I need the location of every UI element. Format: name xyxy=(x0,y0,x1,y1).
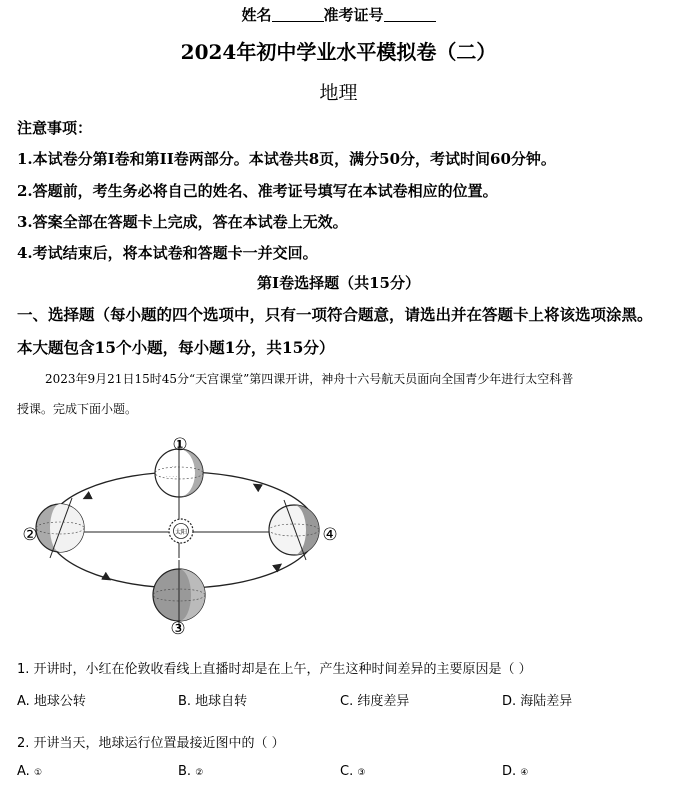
question-2-option-a[interactable] xyxy=(17,764,42,779)
question-2-option-c[interactable] xyxy=(340,764,365,779)
option-symbol: ② xyxy=(195,768,204,778)
option-symbol: ① xyxy=(33,768,43,778)
sun-label: 太阳 xyxy=(174,529,188,536)
question-1-option-c[interactable]: C. 纬度差异 xyxy=(340,694,410,709)
exam-title: 2024年初中学业水平模拟卷（二） xyxy=(180,40,497,64)
question-1-option-d[interactable]: D. 海陆差异 xyxy=(502,694,573,709)
id-label: 准考证号 xyxy=(323,6,384,24)
position-label-2: ② xyxy=(22,525,38,545)
earth-orbit-diagram xyxy=(14,428,344,640)
position-label-1: ① xyxy=(172,435,188,455)
question-2-stem: 2. 开讲当天，地球运行位置最接近图中的（ ） xyxy=(17,736,285,751)
question-1-stem: 1. 开讲时，小红在伦敦收看线上直播时却是在上午，产生这种时间差异的主要原因是（ ） xyxy=(17,662,532,677)
section-title: 第I卷选择题（共15分） xyxy=(257,274,420,292)
option-letter: C. xyxy=(340,764,354,779)
id-blank xyxy=(384,7,436,22)
option-symbol: ④ xyxy=(520,768,529,778)
section-intro-line2: 本大题包含15个小题，每小题1分，共15分） xyxy=(17,338,335,357)
name-blank xyxy=(272,7,324,22)
option-symbol: ③ xyxy=(357,768,366,778)
notes-label: 注意事项： xyxy=(17,119,93,137)
sun-icon xyxy=(169,519,193,543)
option-letter: D. xyxy=(502,764,517,779)
note-item: 3.答案全部在答题卡上完成，答在本试卷上无效。 xyxy=(17,213,348,231)
orbit-arrow xyxy=(255,485,260,488)
question-2-option-d[interactable] xyxy=(502,764,528,779)
earth-position-4-icon xyxy=(269,500,319,560)
position-label-3: ③ xyxy=(170,619,186,639)
svg-text:· · ·: · · · xyxy=(172,464,180,470)
earth-position-2-icon xyxy=(36,498,84,558)
name-id-line xyxy=(0,4,677,25)
svg-text:· · · ·: · · · · xyxy=(166,474,178,480)
question-2-option-b[interactable] xyxy=(178,764,203,779)
subject-title: 地理 xyxy=(319,82,358,104)
option-letter: A. xyxy=(17,764,30,779)
note-item: 4.考试结束后，将本试卷和答题卡一并交回。 xyxy=(17,244,318,262)
option-letter: B. xyxy=(178,764,192,779)
passage-line1: 2023年9月21日15时45分“天宫课堂”第四课开讲，神舟十六号航天员面向全国青少年进行太空科普 xyxy=(45,372,574,386)
position-label-4: ④ xyxy=(322,525,338,545)
passage-line2: 授课。完成下面小题。 xyxy=(17,402,138,416)
question-1-option-b[interactable]: B. 地球自转 xyxy=(178,694,248,709)
section-intro-line1: 一、选择题（每小题的四个选项中，只有一项符合题意，请选出并在答题卡上将该选项涂黑。 xyxy=(17,305,653,324)
orbit-arrow xyxy=(85,496,89,498)
note-item: 2.答题前，考生务必将自己的姓名、准考证号填写在本试卷相应的位置。 xyxy=(17,182,498,200)
note-item: 1.本试卷分第I卷和第II卷两部分。本试卷共8页，满分50分，考试时间60分钟。 xyxy=(17,150,556,168)
question-1-option-a[interactable]: A. 地球公转 xyxy=(17,694,86,709)
name-label: 姓名 xyxy=(241,6,272,24)
orbit-arrow xyxy=(276,565,280,568)
